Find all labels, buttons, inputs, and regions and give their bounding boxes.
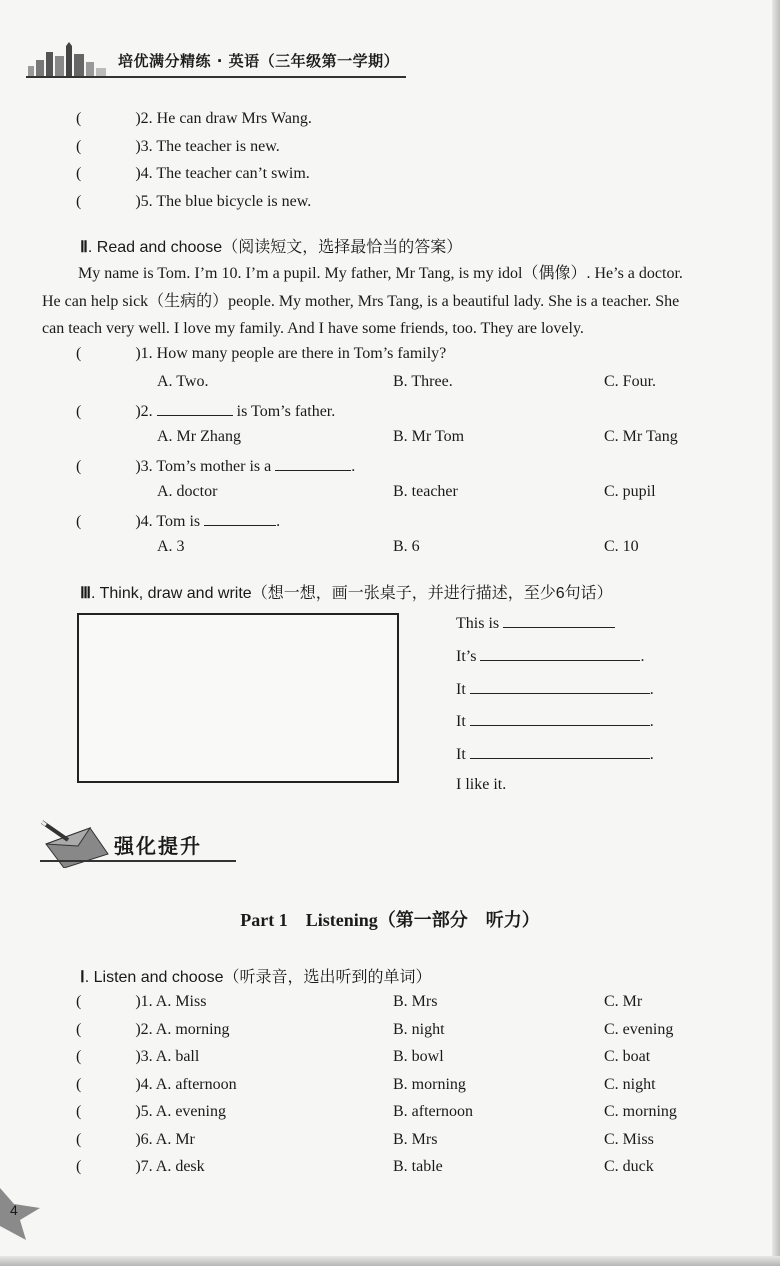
answer-blank[interactable] xyxy=(470,679,650,694)
write-line: It . xyxy=(456,713,654,730)
list-item: ( )5. The blue bicycle is new. xyxy=(76,193,312,210)
option-a: A. Mr Zhang xyxy=(157,428,241,445)
write-line: It’s . xyxy=(456,648,645,665)
section3-heading: Ⅲ. Think, draw and write（想一想，画一张桌子，并进行描述，至少6句话） xyxy=(80,585,613,602)
page-number: 4 xyxy=(10,1202,18,1218)
list-item: ( )3. A. ball xyxy=(76,1048,200,1065)
option-b: B. Mrs xyxy=(393,993,438,1010)
answer-blank[interactable] xyxy=(275,456,351,471)
section-badge-title: 强化提升 xyxy=(114,834,202,858)
option-c: C. boat xyxy=(604,1048,651,1065)
header-rule xyxy=(26,76,406,78)
question-4: ( )4. Tom is . xyxy=(76,513,281,530)
option-a: A. 3 xyxy=(157,538,185,555)
write-line: It . xyxy=(456,746,654,763)
listen-section-heading: Ⅰ. Listen and choose（听录音，选出听到的单词） xyxy=(80,969,432,986)
option-a: A. doctor xyxy=(157,483,218,500)
option-a: A. Two. xyxy=(157,373,209,390)
write-line: I like it. xyxy=(456,776,507,793)
option-b: B. bowl xyxy=(393,1048,444,1065)
reading-passage: My name is Tom. I’m 10. I’m a pupil. My father, Mr Tang, is my idol（偶像）. He’s a doctor. He can help sick（生病的）people. My mother, Mrs Tang, is a beautiful lady. She is a teacher. She can teach very well. I love my family. And I have some friends, too. They are lovely. xyxy=(42,265,683,337)
list-item: ( )7. A. desk xyxy=(76,1158,205,1175)
option-c: C. 10 xyxy=(604,538,639,555)
option-c: C. night xyxy=(604,1076,656,1093)
list-item: ( )2. He can draw Mrs Wang. xyxy=(76,110,312,127)
answer-blank[interactable] xyxy=(503,613,615,628)
option-c: C. Mr Tang xyxy=(604,428,678,445)
write-line: This is xyxy=(456,613,615,633)
page-edge-bottom xyxy=(0,1256,780,1266)
list-item: ( )4. The teacher can’t swim. xyxy=(76,165,310,182)
option-c: C. morning xyxy=(604,1103,677,1120)
star-icon xyxy=(0,1180,50,1240)
list-item: ( )5. A. evening xyxy=(76,1103,226,1120)
header-title: 培优满分精练 · 英语（三年级第一学期） xyxy=(118,52,400,70)
answer-blank[interactable] xyxy=(470,711,650,726)
list-item: ( )2. A. morning xyxy=(76,1021,230,1038)
answer-blank[interactable] xyxy=(470,744,650,759)
skyline-decoration-icon xyxy=(26,42,116,80)
option-b: B. morning xyxy=(393,1076,466,1093)
section2-heading: Ⅱ. Read and choose（阅读短文，选择最恰当的答案） xyxy=(80,239,463,256)
option-c: C. duck xyxy=(604,1158,654,1175)
option-b: B. afternoon xyxy=(393,1103,473,1120)
list-item: ( )3. The teacher is new. xyxy=(76,138,280,155)
answer-blank[interactable] xyxy=(157,401,233,416)
option-c: C. Miss xyxy=(604,1131,654,1148)
option-b: B. Three. xyxy=(393,373,453,390)
page-edge-right xyxy=(772,0,780,1266)
option-b: B. teacher xyxy=(393,483,458,500)
option-c: C. Mr xyxy=(604,993,643,1010)
drawing-area[interactable] xyxy=(77,613,399,783)
list-item: ( )6. A. Mr xyxy=(76,1131,195,1148)
write-line: It . xyxy=(456,681,654,698)
option-b: B. Mrs xyxy=(393,1131,438,1148)
option-b: B. Mr Tom xyxy=(393,428,465,445)
option-c: C. Four. xyxy=(604,373,657,390)
option-c: C. evening xyxy=(604,1021,674,1038)
list-item: ( )4. A. afternoon xyxy=(76,1076,237,1093)
option-b: B. 6 xyxy=(393,538,420,555)
answer-blank[interactable] xyxy=(204,511,276,526)
part1-title: Part 1 Listening（第一部分 听力） xyxy=(240,910,540,930)
badge-rule xyxy=(40,860,236,862)
question-2: ( )2. is Tom’s father. xyxy=(76,403,336,420)
list-item: ( )1. A. Miss xyxy=(76,993,207,1010)
option-c: C. pupil xyxy=(604,483,656,500)
option-b: B. table xyxy=(393,1158,443,1175)
question-3: ( )3. Tom’s mother is a . xyxy=(76,458,356,475)
answer-blank[interactable] xyxy=(480,646,640,661)
question-1: ( )1. How many people are there in Tom’s family? xyxy=(76,345,447,362)
option-b: B. night xyxy=(393,1021,445,1038)
